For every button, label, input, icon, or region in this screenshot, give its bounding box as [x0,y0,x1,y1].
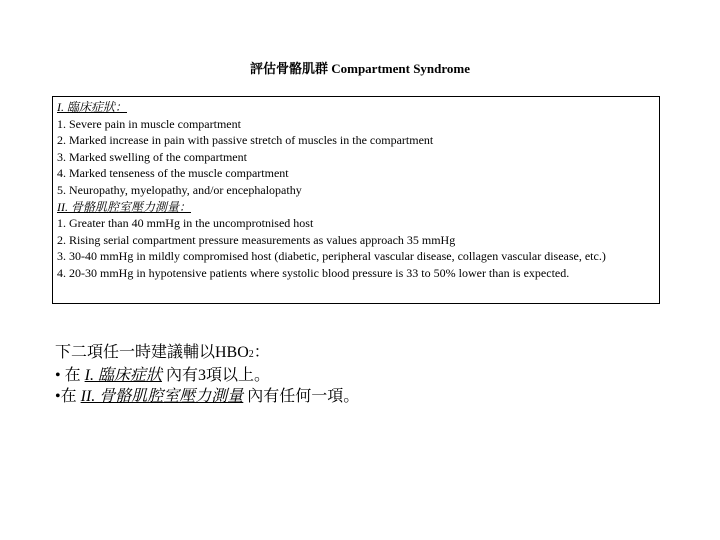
section-reference: II. 骨骼肌腔室壓力測量 [80,388,244,405]
clinical-item: 4. Marked tenseness of the muscle compartment [57,166,289,181]
page-title: 評估骨骼肌群 Compartment Syndrome [249,61,471,76]
recommendation-intro [55,342,359,365]
intro-colon: ： [253,344,270,361]
clinical-item: 2. Marked increase in pain with passive stretch of muscles in the compartment [57,133,434,148]
clinical-item: 3. Marked swelling of the compartment [57,149,247,164]
pressure-item: 2. Rising serial compartment pressure measurements as values approach 35 mmHg [57,232,456,247]
section-clinical-heading: I. 臨床症狀： [57,100,127,114]
bullet-suffix: 內有3項以上。 [161,367,270,384]
criteria-box [52,96,660,304]
bullet-prefix: •在 [55,388,81,405]
intro-text: 下二項任一時建議輔以HBO [55,344,249,361]
pressure-item: 4. 20-30 mmHg in hypotensive patients where systolic blood pressure is 33 to 50% lower than is expected. [57,265,570,280]
pressure-item: 1. Greater than 40 mmHg in the uncomprotnised host [57,216,314,231]
clinical-item: 1. Severe pain in muscle compartment [57,116,241,131]
bullet-prefix: • 在 [55,367,85,384]
recommendation [55,342,359,407]
bullet-suffix: 內有任何一項。 [243,388,360,405]
section-reference: I. 臨床症狀 [84,367,162,384]
subscript: 2 [248,349,254,360]
recommendation-bullet-pressure [55,386,359,407]
section-pressure-heading: II. 骨骼肌腔室壓力測量： [57,199,191,214]
clinical-item: 5. Neuropathy, myelopathy, and/or encephalopathy [57,182,302,197]
recommendation-bullet-clinical [55,365,359,386]
pressure-item: 3. 30-40 mmHg in mildly compromised host (diabetic, peripheral vascular disease, collagen vascular disease, etc.) [57,249,606,264]
